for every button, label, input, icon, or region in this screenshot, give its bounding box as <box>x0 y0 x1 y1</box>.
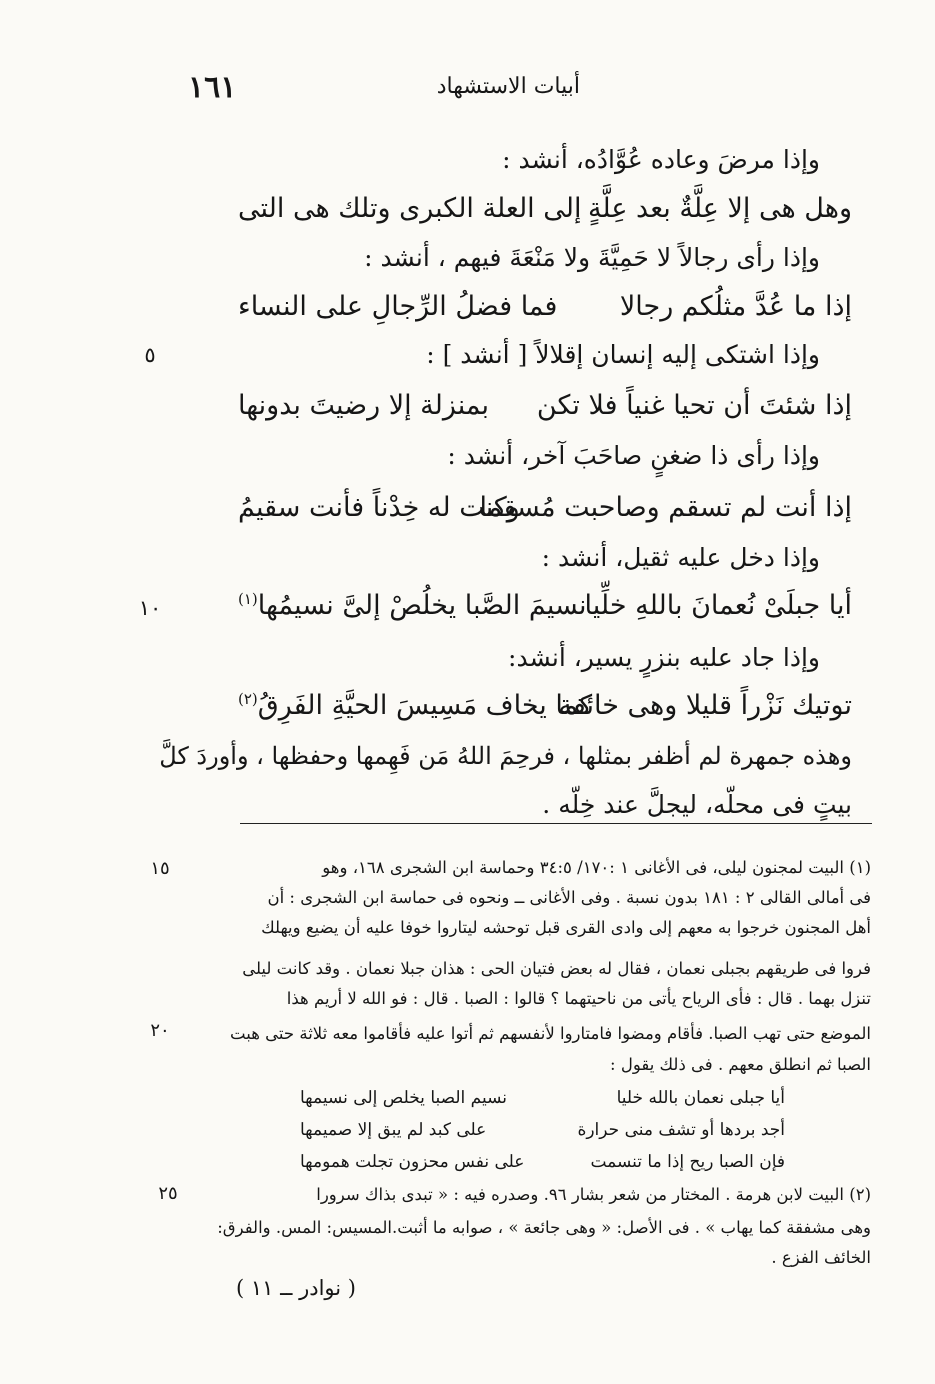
verse-2-first-hemistich: إذا ما عُدَّ مثلُكم رجالا <box>619 291 852 322</box>
prose-line-4: وإذا رأى ذا ضغنٍ صاحَبَ آخر، أنشد : <box>447 441 820 470</box>
footnote-verse-3-first-hemistich: فإن الصبا ريح إذا ما تنسمت <box>590 1152 785 1172</box>
footnote-verse-2-second-hemistich: على كبد لم يبق إلا صميمها <box>300 1120 487 1140</box>
margin-line-number-20: ٢٠ <box>150 1020 170 1041</box>
verse-3-first-hemistich: إذا شئتَ أن تحيا غنياً فلا تكن <box>536 390 852 421</box>
verse-4-first-hemistich: إذا أنت لم تسقم وصاحبت مُسقِما <box>479 492 852 523</box>
verse-5-first-hemistich: أيا جبلَىْ نُعمانَ باللهِ خلِّيا <box>584 590 852 621</box>
footnote-2-line-2: وهى مشفقة كما يهاب » . فى الأصل: « وهى جائعة » ، صوابه ما أثبت.المسيس: المس. والفرق: <box>217 1218 871 1237</box>
footnote-marker-2: (٢) <box>238 690 258 708</box>
closing-line-2: بيتٍ فى محلّه، ليجلَّ عند خِلّه . <box>542 790 852 819</box>
footnote-1-line-4: فروا فى طريقهم بجبلى نعمان ، فقال له بعض فتيان الحى : هذان جبلا نعمان . وقد كانت ليلى <box>242 959 871 978</box>
signature-mark: ( نوادر ــ ١١ ) <box>236 1276 356 1300</box>
footnote-separator <box>240 823 872 824</box>
footnote-1-line-7: الصبا ثم انطلق معهم . فى ذلك يقول : <box>610 1055 871 1074</box>
footnote-2-line-1: (٢) البيت لابن هرمة . المختار من شعر بشار ٩٦. وصدره فيه : « تبدى بذاك سرورا <box>316 1185 871 1204</box>
margin-line-number-25: ٢٥ <box>158 1183 178 1204</box>
prose-line-5: وإذا دخل عليه ثقيل، أنشد : <box>541 543 820 572</box>
running-title: أبيات الاستشهاد <box>436 74 580 99</box>
verse-5-second-hemistich-text: نسيمَ الصَّبا يخلُصْ إلىَّ نسيمُها <box>257 590 587 621</box>
verse-5-second-hemistich <box>238 590 587 621</box>
footnote-2-line-3: الخائف الفزع . <box>771 1248 871 1267</box>
prose-line-6: وإذا جاد عليه بنزرٍ يسير، أنشد: <box>508 643 820 672</box>
footnote-verse-3-second-hemistich: على نفس محزون تجلت همومها <box>300 1152 525 1172</box>
footnote-1-line-6: الموضع حتى تهب الصبا. فأقام ومضوا فامتاروا لأنفسهم ثم أتوا عليه فأقاموا معه ثلاثة حتى هبت <box>230 1024 871 1043</box>
verse-3-second-hemistich: بمنزلة إلا رضيتَ بدونها <box>238 390 490 421</box>
margin-line-number-10: ١٠ <box>138 596 162 620</box>
page-number: ١٦١ <box>188 70 237 105</box>
closing-line-1: وهذه جمهرة لم أظفر بمثلها ، فرحِمَ اللهُ مَن فَهِمها وحفظها ، وأوردَ كلَّ <box>159 742 852 770</box>
prose-line-3: وإذا اشتكى إليه إنسان إقلالاً [ أنشد ] : <box>426 340 820 369</box>
footnote-1-line-2: فى أمالى القالى ٢ : ١٨١ بدون نسبة . وفى الأغانى ــ ونحوه فى حماسة ابن الشجرى : أن <box>267 888 871 907</box>
verse-6-first-hemistich: توتيك نَزْراً قليلا وهى خائفة <box>558 690 852 721</box>
footnote-verse-1-second-hemistich: نسيم الصبا يخلص إلى نسيمها <box>300 1088 508 1108</box>
margin-line-number-5: ٥ <box>144 343 156 367</box>
verse-2-second-hemistich: فما فضلُ الرِّجالِ على النساء <box>238 291 558 322</box>
footnote-verse-2-first-hemistich: أجد بردها أو تشف منى حرارة <box>577 1120 785 1140</box>
footnote-1-line-3: أهل المجنون خرجوا به معهم إلى وادى القرى قبل توحشه ليتاروا خوفا عليه أن يضيع ويهلك <box>261 918 871 937</box>
footnote-marker-1: (١) <box>238 590 258 608</box>
verse-1-second-hemistich: إلى العلة الكبرى وتلك هى التى <box>238 193 582 224</box>
verse-4-second-hemistich: وكنت له خِدْناً فأنت سقيمُ <box>238 492 520 523</box>
footnote-1-line-5: تنزل بهما . قال : فأى الرياح يأتى من ناحيتهما ؟ قالوا : الصبا . قال : فو الله لا أريم هذا <box>286 989 871 1008</box>
prose-line-2: وإذا رأى رجالاً لا حَمِيَّةَ ولا مَنْعَةَ فيهم ، أنشد : <box>364 243 820 272</box>
footnote-1-line-1: (١) البيت لمجنون ليلى، فى الأغانى ١ :١٧٠/ ٣٤:٥ وحماسة ابن الشجرى ١٦٨، وهو <box>322 858 871 877</box>
margin-line-number-15: ١٥ <box>150 858 170 879</box>
verse-1-first-hemistich: وهل هى إلا عِلَّةٌ بعد عِلَّةٍ <box>587 193 852 224</box>
footnote-verse-1-first-hemistich: أيا جبلى نعمان بالله خليا <box>616 1088 785 1108</box>
verse-6-second-hemistich-text: كما يخاف مَسِيسَ الحيَّةِ الفَرِقُ <box>257 690 593 721</box>
prose-line-1: وإذا مرضَ وعاده عُوَّادُه، أنشد : <box>502 145 820 174</box>
verse-6-second-hemistich <box>238 690 592 721</box>
